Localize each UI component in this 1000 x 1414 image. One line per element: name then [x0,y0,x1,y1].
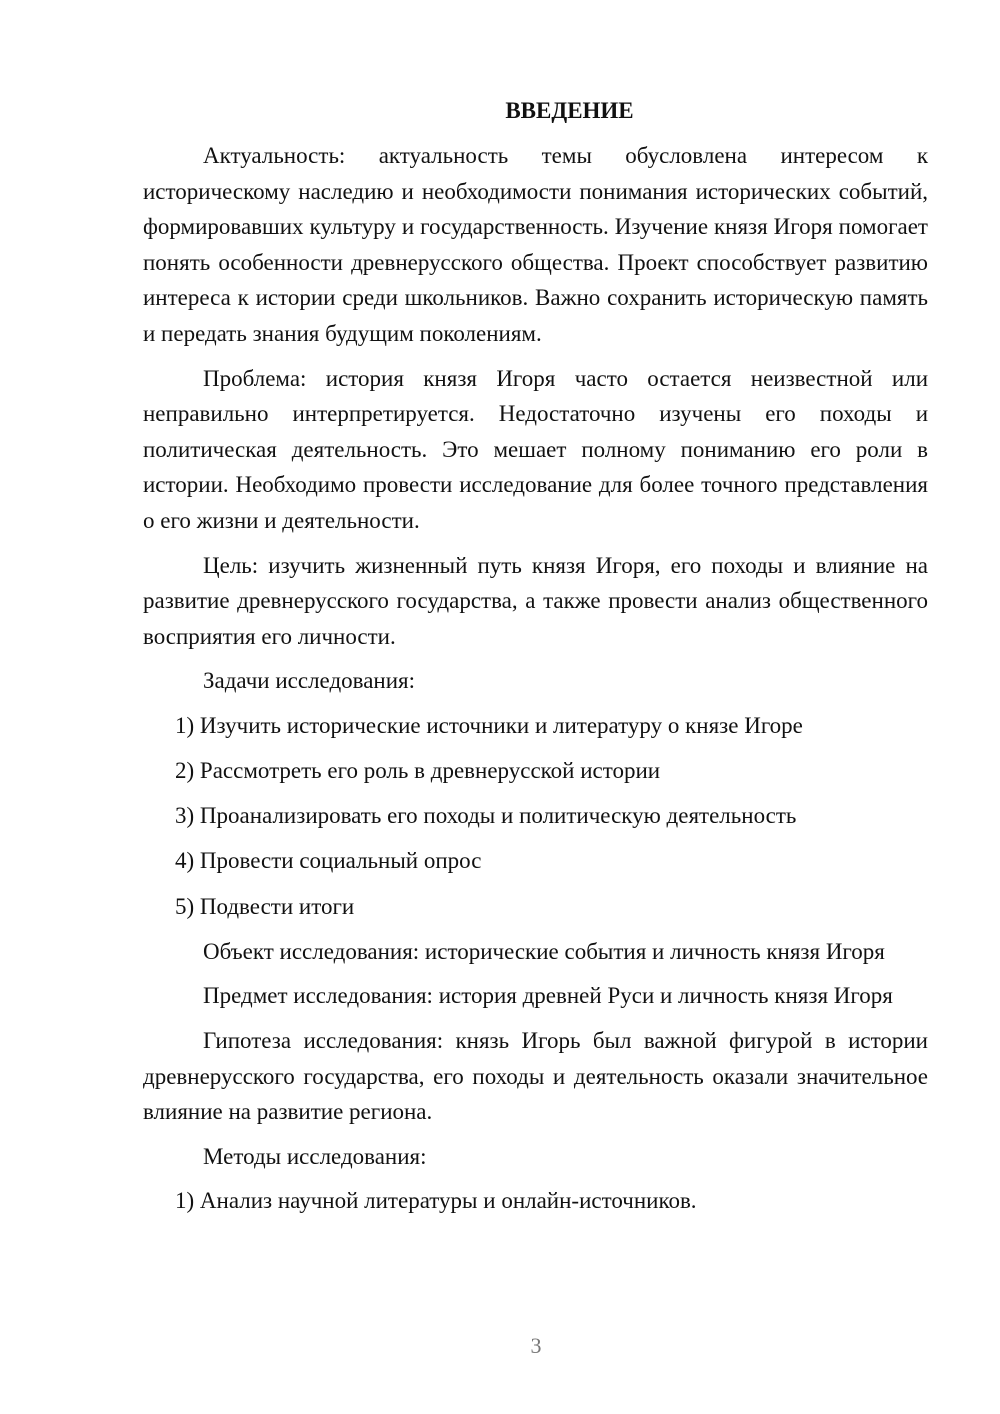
methods-heading: Методы исследования: [203,1143,427,1169]
problem-paragraph: Проблема: история князя Игоря часто остается неизвестной или неправильно интерпретируется. Недостаточно изучены его походы и политическая деятельность. Это мешает полному пониманию его роли в истории. Необходимо провести исследование для более точного представления о его жизни и деятельности. [143,365,928,533]
list-item: 3) Проанализировать его походы и политическую деятельность [175,803,797,829]
list-item: 4) Провести социальный опрос [175,848,482,874]
subject-paragraph: Предмет исследования: история древней Руси и личность князя Игоря [203,983,893,1009]
list-item: 1) Изучить исторические источники и литературу о князе Игоре [175,712,803,738]
object-paragraph: Объект исследования: исторические события и личность князя Игоря [203,938,885,964]
methods-list [143,1183,928,1219]
section-heading: ВВЕДЕНИЕ [505,98,634,123]
document-page [143,94,928,1229]
relevance-paragraph: Актуальность: актуальность темы обусловлена интересом к историческому наследию и необходимости понимания исторических событий, формировавших культуру и государственность. Изучение князя Игоря помогает понять особенности древнерусского общества. Проект способствует развитию интереса к истории среди школьников. Важно сохранить историческую память и передать знания будущим поколениям. [143,143,928,346]
tasks-heading: Задачи исследования: [203,668,416,694]
list-item: 2) Рассмотреть его роль в древнерусской истории [175,758,661,784]
tasks-list [143,708,928,924]
goal-paragraph: Цель: изучить жизненный путь князя Игоря, его походы и влияние на развитие древнерусского государства, а также провести анализ общественного восприятия его личности. [143,552,928,649]
page-number: 3 [530,1333,542,1358]
hypothesis-paragraph: Гипотеза исследования: князь Игорь был важной фигурой в истории древнерусского государства, его походы и деятельность оказали значительное влияние на развитие региона. [143,1028,928,1125]
list-item: 5) Подвести итоги [175,893,355,919]
list-item: 1) Анализ научной литературы и онлайн-источников. [175,1188,697,1214]
